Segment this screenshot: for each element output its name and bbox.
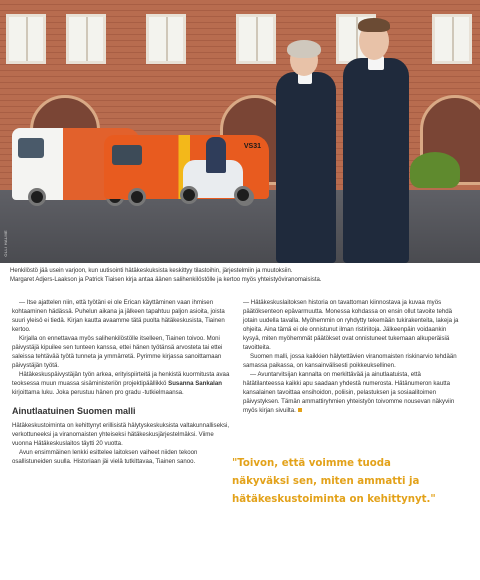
paragraph: Kirjalla on ennettavaa myös salihenkilöstölle itselleen, Tiainen toivoo. Moni päivystäjä kipuilee sen tunteen kanssa, ettei hänen työtänsä arvosteta tai ettei saleissa tehtävää työtä tunneta ja ymmärretä. Pyrimme kirjassa sanoittamaan päivystäjän työtä. [12, 335, 223, 369]
person-name: Susanna Sankalan [168, 380, 222, 387]
paragraph [12, 370, 231, 397]
man-hair [358, 18, 390, 32]
caption-line: Henkilöstö jää usein varjoon, kun uutisointi hätäkeskuksista keskittyy tilastoihin, järjestelmiin ja muutoksiin. [10, 268, 293, 274]
pull-quote-line: hätäkeskustoiminta on kehittynyt." [232, 494, 436, 505]
article-column-left [12, 298, 231, 466]
paragraph: Hätäkeskustoiminta on kehittynyt erillisistä hälytyskeskuksista valtakunnalliseksi, verkottuneeksi ja viranomaisten yhteiseksi hätäkeskusjärjestelmäksi. Viime vuonna Hätäkeskuslaitos täytti 20 vuotta. [12, 422, 230, 447]
paragraph: — Hätäkeskuslaitoksen historia on tavattoman kiinnostava ja kuvaa myös päätöksenteon epävarmuutta. Monessa kohdassa on ensin ollut tavoite tehdä jotain uudella tavalla. Myöhemmin on ryhdytty tekemään tukirakenteita, lakeja ja ohjeita. Aina tämä ei ole onnistunut ilman ristiriitoja. Jälkeenpäin voidaankin kysyä, miten myöhemmät päätökset ovat onnistuneet tukemaan alkuperäisiä tavoitteita. [243, 299, 459, 351]
section-heading: Ainutlaatuinen Suomen malli [12, 406, 136, 416]
paragraph [243, 370, 462, 415]
potted-plant [410, 152, 460, 188]
wheel [28, 188, 46, 206]
paragraph: Avun ensimmäinen lenkki esittelee laitoksen vaiheet niiden tekoon osallistuneiden suulla. Historiaan jäi vielä tutkittavaa, Tiainen sanoo. [12, 449, 198, 465]
paragraph: — Itse ajattelen niin, että työtäni ei ole Erican käyttäminen vaan ihmisen kohtaaminen hädässä. Puhelun aikana ja jälkeen tapahtuu paljon asioita, joista suuri yleisö ei tiedä. Kirjan kautta avaamme tätä puolta hätäkeskusista, Tiainen kertoo. [12, 299, 225, 333]
article-column-right [243, 298, 462, 415]
paragraph-text: — Avuntarvitsijan kannalta on merkittävää ja ainutlaatuista, että hätätilanteessa kaikki apu saadaan yhdestä numerosta. Hätänumeron kautta kansalainen tavoittaa ensihoidon, poliisin, pelastuksen ja sosiaalitoimen päivystyksen. Tämän ammattiryhmien yhteistyön toivomme nousevan näkyviin myös kirjan sivuilta. [243, 371, 455, 414]
paragraph-text: Hätäkeskuspäivystäjän työn arkea, erityispiirteitä ja henkistä kuormitusta avaa teoksessa muun muassa sisäministeriön projektipäällikkö [12, 371, 230, 387]
pull-quote-line: "Toivon, että voimme tuoda [232, 458, 391, 469]
end-mark-icon [298, 408, 302, 412]
woman-hair [287, 40, 321, 58]
building-window [432, 14, 472, 64]
wheel [234, 186, 252, 204]
pull-quote-line: näkyväksi sen, miten ammatti ja [232, 476, 420, 487]
header-photo [0, 0, 480, 263]
wheel [180, 186, 198, 204]
paragraph-text: kirjoittama luku. Joka perustuu hänen pro gradu -tutkielmaansa. [12, 389, 184, 396]
motorcycle-rider [206, 137, 226, 173]
vehicle-label: VS31 [243, 143, 261, 150]
photo-credit: OLLI HALME [3, 230, 8, 257]
building-window [66, 14, 106, 64]
person-man [343, 58, 409, 263]
building-window [146, 14, 186, 64]
wheel [128, 188, 146, 206]
person-woman [276, 72, 336, 263]
photo-caption [10, 267, 430, 285]
building-window [236, 14, 276, 64]
building-window [6, 14, 46, 64]
caption-line: Margaret Adjers-Laakson ja Patrick Tiaisen kirja antaa äänen salihenkilöstölle ja kertoo myös yhteistyöviranomaisista. [10, 277, 322, 283]
paragraph: Suomen malli, jossa kaikkien hälytettävien viranomaisten riskinarvio tehdään samassa paikassa, on kansainvälisesti poikkeuksellinen. [243, 353, 457, 369]
pull-quote [232, 455, 472, 509]
